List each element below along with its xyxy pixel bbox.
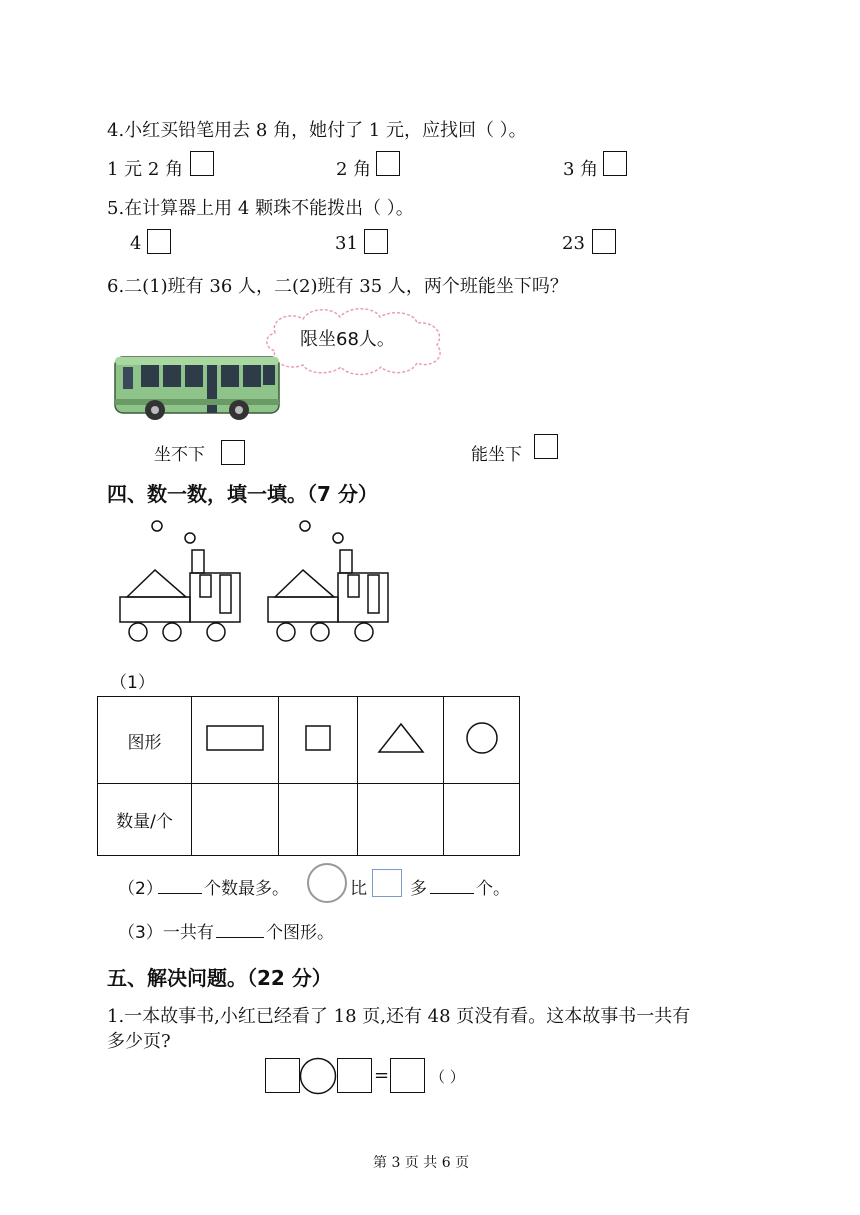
square-icon xyxy=(303,723,333,753)
rectangle-cell xyxy=(192,697,279,784)
shape-count-table xyxy=(97,696,520,856)
rectangle-icon xyxy=(205,723,265,753)
equation-box-1[interactable] xyxy=(265,1058,300,1093)
q4-option-a-label: 1 元 2 角 xyxy=(107,159,184,180)
train-2 xyxy=(268,521,388,641)
sub-question-3-label: （3）一共有 xyxy=(118,923,214,943)
square-count-cell[interactable] xyxy=(279,784,358,856)
page-footer: 第 3 页 共 6 页 xyxy=(373,1155,470,1171)
equation-result-box[interactable] xyxy=(390,1058,425,1093)
compare-word-than: 比 xyxy=(350,879,367,899)
sub-question-1-label: （1） xyxy=(110,673,155,693)
unit-parentheses[interactable]: （ ） xyxy=(430,1068,465,1086)
compare-square-box[interactable] xyxy=(372,869,402,897)
circle-cell xyxy=(444,697,520,784)
q6-option-a-label: 坐不下 xyxy=(154,445,205,465)
q5-option-a-label: 4 xyxy=(130,233,142,254)
bus-icon xyxy=(115,357,279,420)
table-row xyxy=(98,784,520,856)
q5-option-c-label: 23 xyxy=(562,233,585,254)
answer-blank-most[interactable] xyxy=(158,893,202,894)
q6-option-b-label: 能坐下 xyxy=(471,445,522,465)
train-1 xyxy=(120,521,240,641)
triangle-count-cell[interactable] xyxy=(358,784,444,856)
q6-option-b-checkbox[interactable] xyxy=(534,434,558,459)
sub-question-2-text: 个数最多。 xyxy=(204,879,289,899)
q4-option-b-checkbox[interactable] xyxy=(376,151,400,176)
q4-option-c-checkbox[interactable] xyxy=(603,151,627,176)
triangle-icon xyxy=(376,721,426,755)
q5-option-a-checkbox[interactable] xyxy=(147,229,171,254)
bubble-text: 限坐68人。 xyxy=(300,329,395,350)
equation-operator-circle-icon[interactable] xyxy=(299,1057,337,1095)
equation-box-2[interactable] xyxy=(337,1058,372,1093)
table-row xyxy=(98,697,520,784)
q4-option-b-label: 2 角 xyxy=(336,159,372,180)
circle-count-cell[interactable] xyxy=(444,784,520,856)
triangle-cell xyxy=(358,697,444,784)
square-cell xyxy=(279,697,358,784)
q4-option-a-checkbox[interactable] xyxy=(190,151,214,176)
q5-option-b-checkbox[interactable] xyxy=(364,229,388,254)
compare-unit: 个。 xyxy=(476,879,510,899)
problem-1-text-line2: 多少页? xyxy=(107,1031,171,1052)
q5-option-b-label: 31 xyxy=(335,233,358,254)
train-figures xyxy=(110,510,400,650)
q6-option-a-checkbox[interactable] xyxy=(221,440,245,465)
compare-circle-icon[interactable] xyxy=(306,862,348,904)
section-5-heading: 五、解决问题。（22 分） xyxy=(107,966,332,990)
rectangle-count-cell[interactable] xyxy=(192,784,279,856)
question-4-text: 4.小红买铅笔用去 8 角，她付了 1 元，应找回（ ）。 xyxy=(107,120,527,141)
circle-icon xyxy=(465,721,499,755)
problem-1-text-line1: 1.一本故事书,小红已经看了 18 页,还有 48 页没有看。这本故事书一共有 xyxy=(107,1006,691,1027)
answer-blank-difference[interactable] xyxy=(430,893,474,894)
row-label-quantity: 数量/个 xyxy=(98,784,192,856)
sub-question-2-label: （2） xyxy=(118,879,163,899)
bus-illustration xyxy=(105,305,450,425)
question-6-text: 6.二(1)班有 36 人，二(2)班有 35 人，两个班能坐下吗？ xyxy=(107,276,568,297)
q4-option-c-label: 3 角 xyxy=(563,159,599,180)
row-label-shapes: 图形 xyxy=(98,697,192,784)
sub-question-3-text: 个图形。 xyxy=(266,923,334,943)
answer-blank-total[interactable] xyxy=(216,937,264,938)
compare-word-more: 多 xyxy=(410,879,427,899)
q5-option-c-checkbox[interactable] xyxy=(592,229,616,254)
question-5-text: 5.在计算器上用 4 颗珠不能拨出（ ）。 xyxy=(107,198,414,219)
equation-equals: = xyxy=(374,1065,390,1086)
section-4-heading: 四、数一数，填一填。（7 分） xyxy=(107,482,378,506)
